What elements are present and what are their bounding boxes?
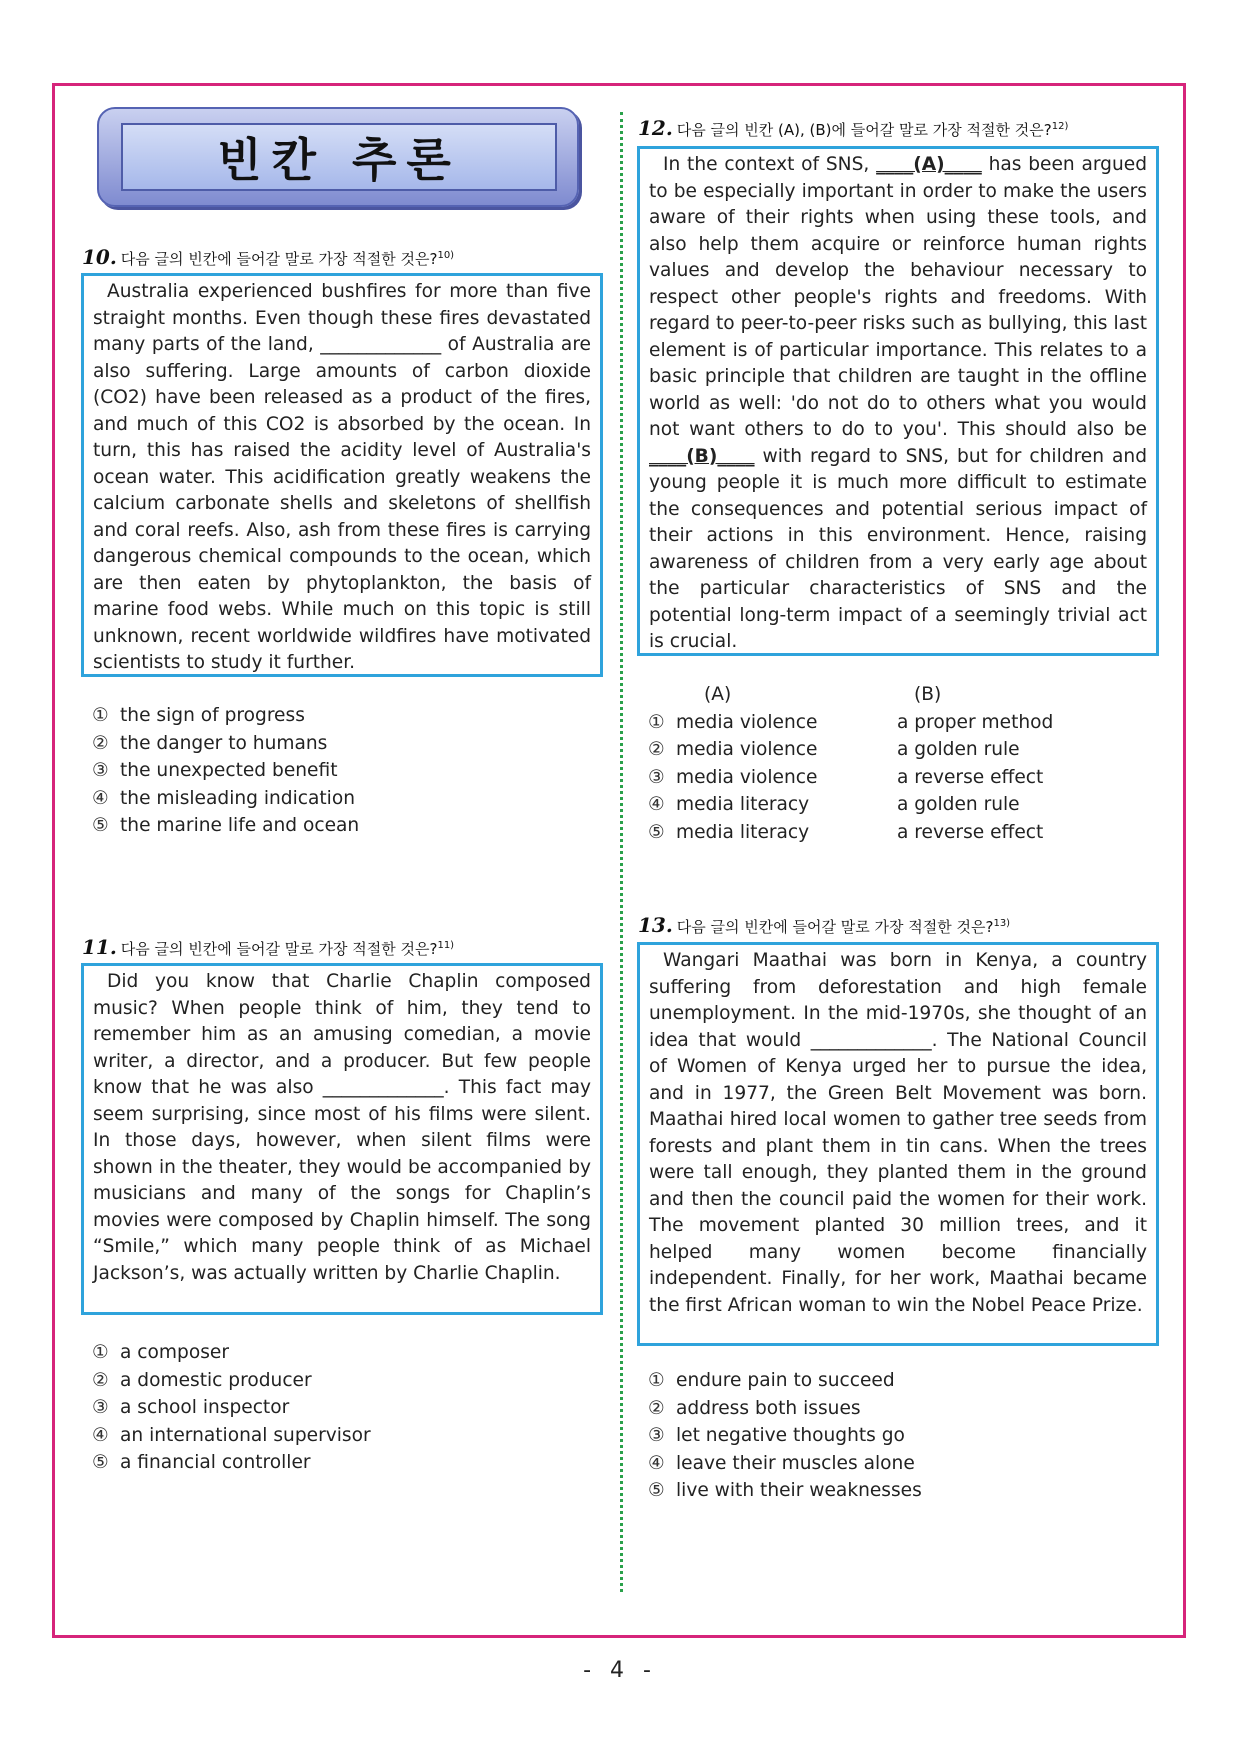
choices-header <box>648 681 1053 709</box>
page-number: - 4 - <box>583 1658 657 1683</box>
choice-4[interactable]: ④ media literacy a golden rule <box>648 794 1020 816</box>
question-prompt: 다음 글의 빈칸에 들어갈 말로 가장 적절한 것은? <box>120 940 438 958</box>
question-number: 10. <box>82 245 117 269</box>
choice-5[interactable]: ⑤ live with their weaknesses <box>648 1480 922 1502</box>
footnote-marker: 13) <box>993 918 1011 929</box>
choice-3[interactable]: ③ let negative thoughts go <box>648 1425 905 1447</box>
passage-text: In the context of SNS, ____(A)____ has been argued to be especially important in order to make the users aware of their rights when using these tools, and also help them acquire or reinforce human rights values and develop the behaviour necessary to respect other people's rights and freedoms. With regard to peer-to-peer risks such as bullying, this last element is of particular importance. This relates to a basic principle that children are taught in the offline world as well: 'do not do to others what you would not want others to do to you'. This should also be ____(B)____ with regard to SNS, but for children and young people it is much more difficult to estimate the consequences and potential serious impact of their actions in this environment. Hence, raising awareness of children from a very early age about the particular characteristics of SNS and the potential long-term impact of a seemingly trivial act is crucial. <box>649 154 1148 652</box>
question-10-passage <box>81 273 603 677</box>
choice-4[interactable]: ④ an international supervisor <box>92 1424 371 1446</box>
question-11-choices <box>92 1339 371 1477</box>
section-title-banner <box>97 107 579 207</box>
passage-text: Wangari Maathai was born in Kenya, a country suffering from deforestation and high female unemployment. In the mid-1970s, she thought of an idea that would _____________. The National Council of Women of Kenya urged her to pursue the idea, and in 1977, the Green Belt Movement was born. Maathai hired local women to gather tree seeds from forests and plant them in tin cans. When the trees were tall enough, they planted them in the ground and then the council paid the women for their work. The movement planted 30 million trees, and it helped many women become financially independent. Finally, for her work, Maathai became the first African woman to win the Nobel Peace Prize. <box>649 950 1147 1316</box>
choice-5[interactable]: ⑤ media literacy a reverse effect <box>648 821 1044 843</box>
question-number: 11. <box>82 935 117 959</box>
choice-1[interactable]: ① endure pain to succeed <box>648 1370 895 1391</box>
question-number: 13. <box>638 913 673 937</box>
question-number: 12. <box>638 116 673 140</box>
blank-b: ____(B)____ <box>649 445 755 467</box>
choice-4[interactable]: ④ the misleading indication <box>92 787 356 809</box>
footnote-marker: 12) <box>1051 121 1069 132</box>
choice-2[interactable]: ② address both issues <box>648 1397 861 1419</box>
question-12-heading <box>638 116 1068 140</box>
column-b-header: (B) <box>914 684 942 705</box>
question-11-heading <box>82 935 454 959</box>
question-13-heading <box>638 913 1010 937</box>
section-title: 빈칸 추론 <box>217 133 461 187</box>
question-12-choices <box>648 681 1053 847</box>
choice-2[interactable]: ② the danger to humans <box>92 732 328 754</box>
footnote-marker: 10) <box>437 250 455 261</box>
footnote-marker: 11) <box>437 940 455 951</box>
choice-1[interactable]: ① a composer <box>92 1342 229 1363</box>
choice-1[interactable]: ① media violence a proper method <box>648 711 1054 733</box>
question-11-passage <box>81 963 603 1315</box>
question-10-choices <box>92 702 359 840</box>
question-prompt: 다음 글의 빈칸에 들어갈 말로 가장 적절한 것은? <box>120 250 438 268</box>
passage-text: Did you know that Charlie Chaplin composed music? When people think of him, they tend to remember him as an amusing comedian, a movie writer, a director, and a producer. But few people know that he was also _____________. This fact may seem surprising, since most of his films were silent. In those days, however, when silent films were shown in the theater, they would be accompanied by musicians and many of the songs for Chaplin’s movies were composed by Chaplin himself. The song “Smile,” which many people think of as Michael Jackson’s, was actually written by Charlie Chaplin. <box>93 971 591 1284</box>
passage-text: Australia experienced bushfires for more than five straight months. Even though these fires devastated many parts of the land, _____________ of Australia are also suffering. Large amounts of carbon dioxide (CO2) have been released as a product of the fires, and much of this CO2 is absorbed by the ocean. In turn, this has raised the acidity level of Australia's ocean water. This acidification greatly weakens the calcium carbonate shells and skeletons of shellfish and coral reefs. Also, ash from these fires is carrying dangerous chemical compounds to the ocean, which are then eaten by phytoplankton, the basis of marine food webs. While much on this topic is still unknown, recent worldwide wildfires have motivated scientists to study it further. <box>93 281 591 673</box>
choice-2[interactable]: ② media violence a golden rule <box>648 739 1020 761</box>
question-12-passage <box>637 146 1159 656</box>
question-10-heading <box>82 245 454 269</box>
choice-1[interactable]: ① the sign of progress <box>92 705 305 726</box>
question-13-passage <box>637 942 1159 1346</box>
section-title-plate <box>121 123 557 191</box>
column-a-header: (A) <box>704 684 732 705</box>
question-13-choices <box>648 1367 922 1505</box>
choice-5[interactable]: ⑤ the marine life and ocean <box>92 815 360 837</box>
question-prompt: 다음 글의 빈칸 (A), (B)에 들어갈 말로 가장 적절한 것은? <box>676 121 1052 139</box>
column-divider <box>620 112 623 1592</box>
choice-3[interactable]: ③ the unexpected benefit <box>92 760 338 782</box>
choice-2[interactable]: ② a domestic producer <box>92 1369 312 1391</box>
choice-4[interactable]: ④ leave their muscles alone <box>648 1452 915 1474</box>
blank-a: ____(A)____ <box>876 154 982 175</box>
choice-3[interactable]: ③ media violence a reverse effect <box>648 766 1044 788</box>
choice-5[interactable]: ⑤ a financial controller <box>92 1452 311 1474</box>
choice-3[interactable]: ③ a school inspector <box>92 1397 290 1419</box>
question-prompt: 다음 글의 빈칸에 들어갈 말로 가장 적절한 것은? <box>676 918 994 936</box>
